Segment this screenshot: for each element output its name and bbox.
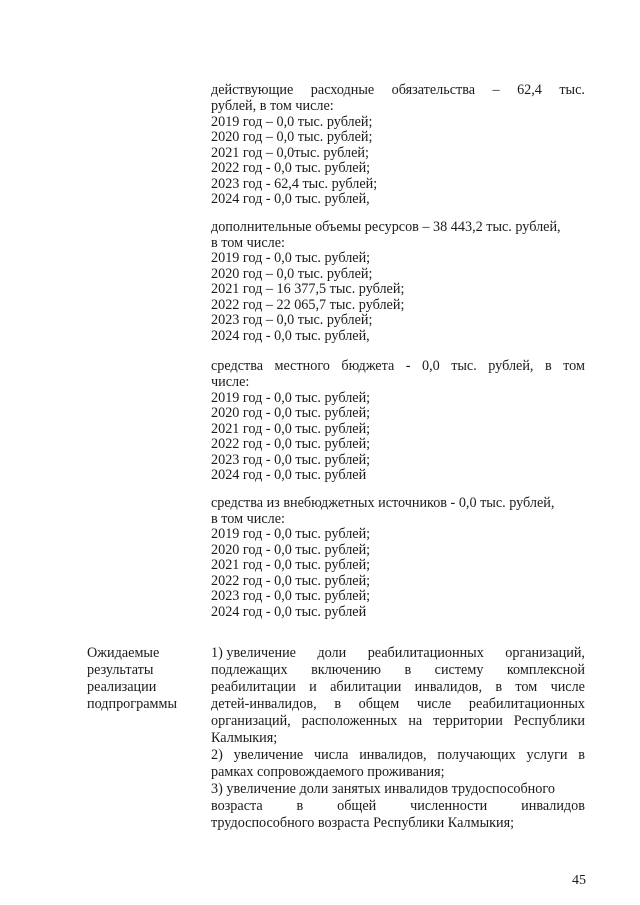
result-item-2-last: рамках сопровождаемого проживания; — [211, 764, 445, 780]
year-line: 2020 год – 0,0 тыс. рублей; — [211, 265, 373, 282]
year-line: 2022 год - 0,0 тыс. рублей; — [211, 436, 371, 452]
year-line: 2022 год - 0,0 тыс. рублей; — [211, 160, 371, 176]
year-line: 2023 год – 0,0 тыс. рублей; — [211, 312, 373, 328]
result-item-3-first: 3) увеличение доли занятых инвалидов трудоспособного — [211, 781, 555, 797]
funding-block-extrabudgetary-heading: средства из внебюджетных источников - 0,0 тыс. рублей, — [211, 495, 555, 511]
funding-block-local-subheading: числе: — [211, 374, 250, 390]
year-line: 2024 год - 0,0 тыс. рублей, — [211, 327, 370, 344]
year-line: 2022 год - 0,0 тыс. рублей; — [211, 572, 371, 589]
year-line: 2021 год – 16 377,5 тыс. рублей; — [211, 281, 405, 297]
year-line: 2022 год – 22 065,7 тыс. рублей; — [211, 296, 405, 313]
result-item-2-line: 2) увеличение числа инвалидов, получающих услуги в — [211, 747, 585, 763]
funding-block-additional-heading: дополнительные объемы ресурсов – 38 443,2 тыс. рублей, — [211, 219, 561, 235]
year-line: 2023 год - 0,0 тыс. рублей; — [211, 451, 371, 468]
result-item-1-last: Калмыкия; — [211, 730, 278, 746]
year-line: 2023 год - 0,0 тыс. рублей; — [211, 588, 371, 604]
result-item-1-line: детей-инвалидов, в общем числе реабилитационных — [211, 696, 585, 712]
year-line: 2020 год – 0,0 тыс. рублей; — [211, 129, 373, 145]
result-item-1-line: организаций, расположенных на территории Республики — [211, 713, 585, 729]
funding-block-local-heading: средства местного бюджета - 0,0 тыс. рублей, в том — [211, 358, 585, 374]
year-line: 2019 год – 0,0 тыс. рублей; — [211, 113, 373, 130]
funding-block-extrabudgetary-subheading: в том числе: — [211, 510, 285, 527]
funding-block-additional — [211, 220, 585, 344]
result-item-3-last: трудоспособного возраста Республики Калмыкия; — [211, 815, 515, 831]
page-number: 45 — [572, 873, 586, 888]
year-line: 2019 год - 0,0 тыс. рублей; — [211, 526, 371, 542]
year-line: 2021 год – 0,0тыс. рублей; — [211, 144, 369, 161]
result-item-1-line: реабилитации и абилитации инвалидов, в том числе — [211, 679, 585, 695]
year-line: 2024 год - 0,0 тыс. рублей — [211, 603, 367, 620]
year-line: 2021 год - 0,0 тыс. рублей; — [211, 420, 371, 437]
year-line: 2023 год - 62,4 тыс. рублей; — [211, 175, 378, 192]
year-line: 2024 год - 0,0 тыс. рублей, — [211, 191, 370, 207]
year-line: 2024 год - 0,0 тыс. рублей — [211, 467, 367, 483]
funding-block-local — [211, 358, 585, 484]
expected-results-text — [211, 645, 585, 832]
funding-block-existing — [211, 82, 585, 208]
year-line: 2020 год - 0,0 тыс. рублей; — [211, 405, 371, 421]
funding-block-existing-subheading: рублей, в том числе: — [211, 98, 334, 114]
year-line: 2021 год - 0,0 тыс. рублей; — [211, 557, 371, 573]
expected-results-label: Ожидаемые результаты реализации подпрограммы — [87, 645, 177, 712]
result-item-3-line: возраста в общей численности инвалидов — [211, 798, 585, 814]
year-line: 2019 год - 0,0 тыс. рублей; — [211, 250, 371, 266]
result-item-1-line: подлежащих включению в систему комплексной — [211, 662, 585, 678]
funding-block-additional-subheading: в том числе: — [211, 234, 285, 251]
result-item-1-line: 1) увеличение доли реабилитационных организаций, — [211, 645, 585, 661]
funding-block-extrabudgetary — [211, 496, 585, 620]
year-line: 2020 год - 0,0 тыс. рублей; — [211, 541, 371, 558]
year-line: 2019 год - 0,0 тыс. рублей; — [211, 389, 371, 406]
funding-block-existing-heading: действующие расходные обязательства – 62,4 тыс. — [211, 82, 585, 98]
